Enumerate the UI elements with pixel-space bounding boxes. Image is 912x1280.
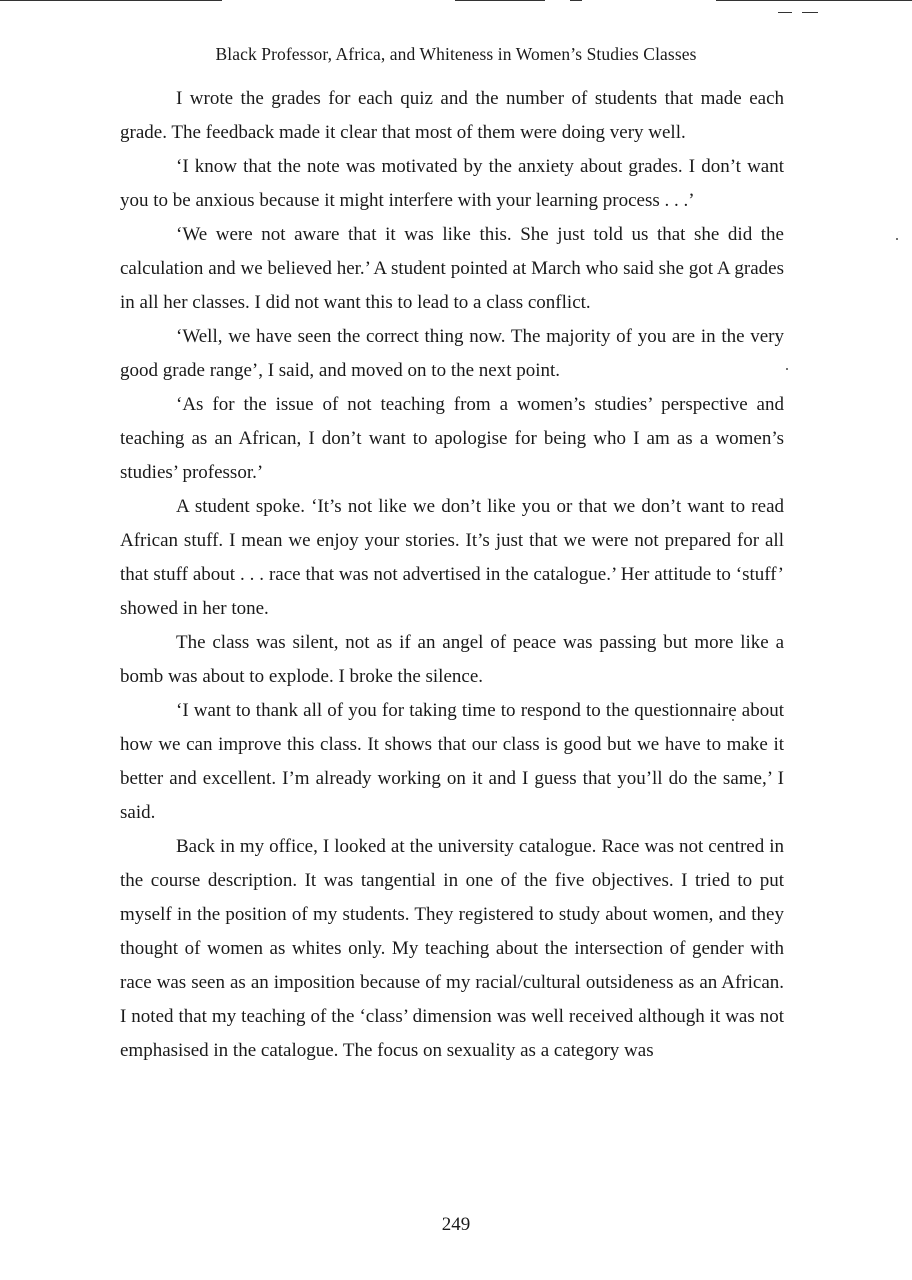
running-head: Black Professor, Africa, and Whiteness in Women’s Studies Classes: [215, 44, 697, 64]
scan-artifact-line: [455, 0, 545, 1]
paragraph: ‘I want to thank all of you for taking time to respond to the questionnaire about how we can improve this class. It shows that our class is good but we have to make it better and excellent. I’m already working on it and I guess that you’ll do the same,’ I said.: [120, 700, 784, 823]
paragraph: ‘I know that the note was motivated by the anxiety about grades. I don’t want you to be anxious because it might interfere with your learning process . . .’: [120, 156, 784, 211]
scan-speck: [786, 368, 788, 370]
paragraph: ‘We were not aware that it was like this. She just told us that she did the calculation and we believed her.’ A student pointed at March who said she got A grades in all her classes. I did not want this to lead to a class conflict.: [120, 224, 784, 313]
scan-artifact-line: [778, 12, 792, 13]
scan-artifact-line: [802, 12, 818, 13]
paragraph: I wrote the grades for each quiz and the number of students that made each grade. The feedback made it clear that most of them were doing very well.: [120, 88, 784, 143]
paragraph: A student spoke. ‘It’s not like we don’t like you or that we don’t want to read African stuff. I mean we enjoy your stories. It’s just that we were not prepared for all that stuff about . . . race that was not advertised in the catalogue.’ Her attitude to ‘stuff’ showed in her tone.: [120, 496, 784, 619]
paragraph: ‘Well, we have seen the correct thing now. The majority of you are in the very good grade range’, I said, and moved on to the next point.: [120, 326, 784, 381]
scan-artifact-line: [570, 0, 582, 1]
body-text: [120, 82, 784, 1068]
scan-speck: [896, 238, 898, 240]
paragraph: Back in my office, I looked at the university catalogue. Race was not centred in the course description. It was tangential in one of the five objectives. I tried to put myself in the position of my students. They registered to study about women, and they thought of women as whites only. My teaching about the intersection of gender with race was seen as an imposition because of my racial/cultural outsideness as an African. I noted that my teaching of the ‘class’ dimension was well received although it was not emphasised in the catalogue. The focus on sexuality as a category was: [120, 836, 784, 1061]
paragraph: ‘As for the issue of not teaching from a women’s studies’ perspective and teaching as an African, I don’t want to apologise for being who I am as a women’s studies’ professor.’: [120, 394, 784, 483]
page-number: 249: [441, 1214, 471, 1235]
paragraph: The class was silent, not as if an angel of peace was passing but more like a bomb was about to explode. I broke the silence.: [120, 632, 784, 687]
scan-artifact-line: [0, 0, 222, 1]
scan-artifact-line: [716, 0, 912, 1]
